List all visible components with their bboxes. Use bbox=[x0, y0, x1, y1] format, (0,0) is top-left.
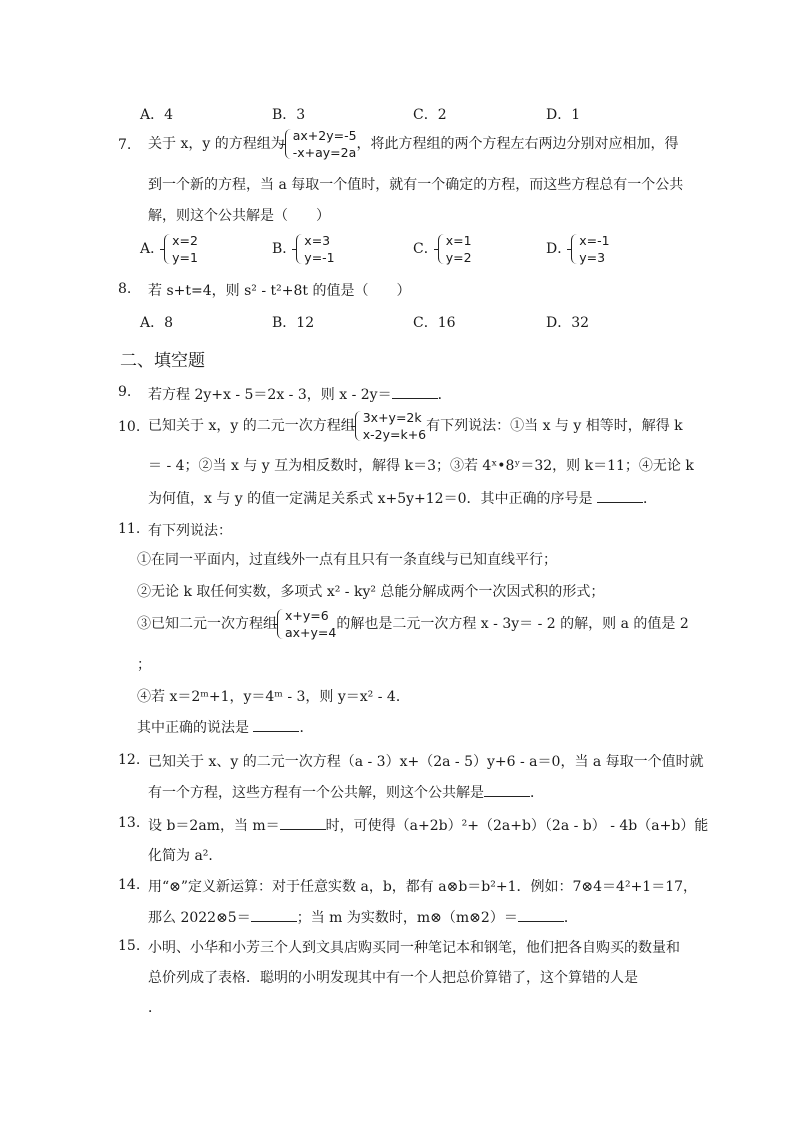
q7-option-d-label: D． bbox=[546, 241, 572, 257]
q11-conclusion-post: ． bbox=[299, 720, 314, 736]
q14-line2 bbox=[148, 907, 578, 928]
question-number-12: 12. bbox=[118, 752, 141, 768]
q11-statement-1: ①在同一平面内，过直线外一点有且只有一条直线与已知直线平行； bbox=[137, 552, 557, 568]
q7-line1-pre: 关于 x，y 的方程组为 bbox=[148, 136, 285, 152]
q10-line2: ＝ - 4；②当 x 与 y 互为相反数时，解得 k＝3；③若 4ˣ•8ʸ＝32，则 k＝11；④无论 k bbox=[148, 458, 694, 474]
q11-conclusion bbox=[137, 717, 313, 738]
q11-answer-blank[interactable] bbox=[253, 717, 299, 732]
q7-option-b-eq2: y=-1 bbox=[304, 250, 335, 265]
q7-option-b-eq1: x=3 bbox=[304, 233, 331, 248]
question-number-7: 7. bbox=[118, 137, 132, 153]
q9-text-post: ． bbox=[437, 387, 452, 403]
question-number-8: 8. bbox=[118, 281, 132, 297]
q10-eq2: x-2y=k+6 bbox=[362, 427, 427, 442]
q7-option-b bbox=[272, 232, 335, 266]
q11-statement-2: ②无论 k 取任何实数，多项式 x² - ky² 总能分解成两个一次因式积的形式； bbox=[137, 584, 605, 600]
q8-text: 若 s+t=4，则 s² - t²+8t 的值是（ ） bbox=[148, 283, 411, 299]
q11-conclusion-pre: 其中正确的说法是 bbox=[137, 720, 254, 736]
q7-line1 bbox=[148, 127, 679, 161]
q10-line1-pre: 已知关于 x，y 的二元一次方程组 bbox=[148, 418, 355, 434]
question-number-15: 15. bbox=[118, 938, 141, 954]
q7-option-b-system bbox=[296, 232, 334, 266]
q7-eq1: ax+2y=-5 bbox=[292, 128, 357, 143]
q9-answer-blank[interactable] bbox=[392, 384, 438, 399]
q11-eq1: x+y=6 bbox=[285, 608, 329, 623]
q14-line2-mid: ；当 m 为实数时，m⊗（m⊗2）＝ bbox=[296, 910, 518, 926]
q6-option-b: B．3 bbox=[272, 107, 306, 123]
q11-statement-3-post: 的解也是二元一次方程 x - 3y＝ - 2 的解，则 a 的值是 2 bbox=[336, 616, 689, 632]
q14-answer-blank-2[interactable] bbox=[518, 907, 564, 922]
q11-statement-4: ④若 x＝2ᵐ+1，y＝4ᵐ - 3，则 y＝x² - 4． bbox=[137, 689, 410, 705]
q6-option-c: C．2 bbox=[413, 107, 447, 123]
q12-line2 bbox=[148, 782, 544, 803]
q7-line1-post: ，将此方程组的两个方程左右两边分别对应相加，得 bbox=[356, 136, 679, 152]
q13-line1-pre: 设 b＝2am，当 m＝ bbox=[148, 818, 280, 834]
q13-line1 bbox=[148, 815, 708, 836]
q15-line3: ． bbox=[148, 1000, 162, 1016]
q7-option-d-eq2: y=3 bbox=[579, 250, 606, 265]
q14-line2-pre: 那么 2022⊗5＝ bbox=[148, 910, 251, 926]
q12-line2-pre: 有一个方程，这些方程有一个公共解，则这个公共解是 bbox=[148, 785, 484, 801]
question-number-13: 13. bbox=[118, 815, 141, 831]
q9-text-pre: 若方程 2y+x - 5＝2x - 3，则 x - 2y＝ bbox=[148, 387, 392, 403]
q7-option-d bbox=[546, 232, 610, 266]
q10-equation-system bbox=[355, 409, 426, 443]
q8-option-b: B．12 bbox=[272, 315, 315, 331]
q10-line1-post: 有下列说法：①当 x 与 y 相等时，解得 k bbox=[426, 418, 683, 434]
q6-option-d: D．1 bbox=[546, 107, 581, 123]
q11-eq2: ax+y=4 bbox=[285, 625, 337, 640]
question-number-9: 9. bbox=[118, 384, 132, 400]
q11-statement-3-pre: ③已知二元一次方程组 bbox=[137, 616, 277, 632]
q7-line3: 解，则这个公共解是（ ） bbox=[148, 208, 330, 224]
q7-option-c-system bbox=[438, 232, 472, 266]
q14-answer-blank-1[interactable] bbox=[251, 907, 297, 922]
q7-option-d-eq1: x=-1 bbox=[579, 233, 610, 248]
q7-option-a bbox=[140, 232, 198, 266]
q7-line2: 到一个新的方程，当 a 每取一个值时，就有一个确定的方程，而这些方程总有一个公共 bbox=[148, 177, 684, 193]
q7-option-c bbox=[413, 232, 472, 266]
q12-line1: 已知关于 x、y 的二元一次方程（a - 3）x+（2a - 5）y+6 - a＝0，当 a 每取一个值时就 bbox=[148, 754, 704, 770]
q7-option-a-eq1: x=2 bbox=[172, 233, 198, 248]
q7-option-a-system bbox=[164, 232, 198, 266]
q10-line3-post: ． bbox=[642, 491, 657, 507]
q7-option-a-eq2: y=1 bbox=[172, 250, 198, 265]
q7-option-d-system bbox=[571, 232, 609, 266]
q14-line2-post: ． bbox=[563, 910, 578, 926]
q11-equation-system bbox=[277, 607, 336, 641]
q8-option-a: A．8 bbox=[140, 315, 174, 331]
q10-line3 bbox=[148, 488, 657, 509]
question-number-14: 14. bbox=[118, 877, 141, 893]
q10-line3-pre: 为何值，x 与 y 的值一定满足关系式 x+5y+12＝0．其中正确的序号是 bbox=[148, 491, 597, 507]
q10-line1 bbox=[148, 409, 683, 443]
q6-option-a: A．4 bbox=[140, 107, 174, 123]
q7-option-a-label: A． bbox=[140, 241, 165, 257]
question-number-11: 11. bbox=[118, 521, 141, 537]
q7-eq2: -x+ay=2a bbox=[292, 145, 357, 160]
q10-eq1: 3x+y=2k bbox=[362, 410, 422, 425]
question-number-10: 10. bbox=[118, 419, 141, 435]
q11-intro: 有下列说法： bbox=[148, 523, 232, 539]
q14-line1: 用“⊗”定义新运算：对于任意实数 a，b，都有 a⊗b＝b²+1．例如：7⊗4＝4²+1＝17， bbox=[148, 879, 698, 895]
q15-line2: 总价列成了表格．聪明的小明发现其中有一个人把总价算错了，这个算错的人是 bbox=[148, 970, 638, 986]
q13-line1-post: 时，可使得（a+2b）²+（2a+b）（2a - b） - 4b（a+b）能 bbox=[325, 818, 709, 834]
q7-option-b-label: B． bbox=[272, 241, 297, 257]
q13-answer-blank[interactable] bbox=[280, 815, 326, 830]
q8-option-d: D．32 bbox=[546, 315, 590, 331]
q9-text bbox=[148, 384, 452, 405]
q7-equation-system bbox=[285, 127, 357, 161]
q7-option-c-label: C． bbox=[413, 241, 438, 257]
q15-line1: 小明、小华和小芳三个人到文具店购买同一种笔记本和钢笔，他们把各自购买的数量和 bbox=[148, 940, 680, 956]
q7-option-c-eq2: y=2 bbox=[445, 250, 472, 265]
q13-line2: 化简为 a²． bbox=[148, 848, 223, 864]
section-title-fill-in: 二、填空题 bbox=[120, 351, 205, 371]
q7-option-c-eq1: x=1 bbox=[445, 233, 472, 248]
q11-statement-3 bbox=[137, 607, 689, 641]
q12-answer-blank[interactable] bbox=[484, 782, 530, 797]
q10-answer-blank[interactable] bbox=[597, 488, 643, 503]
q8-option-c: C．16 bbox=[413, 315, 456, 331]
q11-statement-3-tail: ； bbox=[137, 657, 151, 673]
q12-line2-post: ． bbox=[530, 785, 544, 801]
